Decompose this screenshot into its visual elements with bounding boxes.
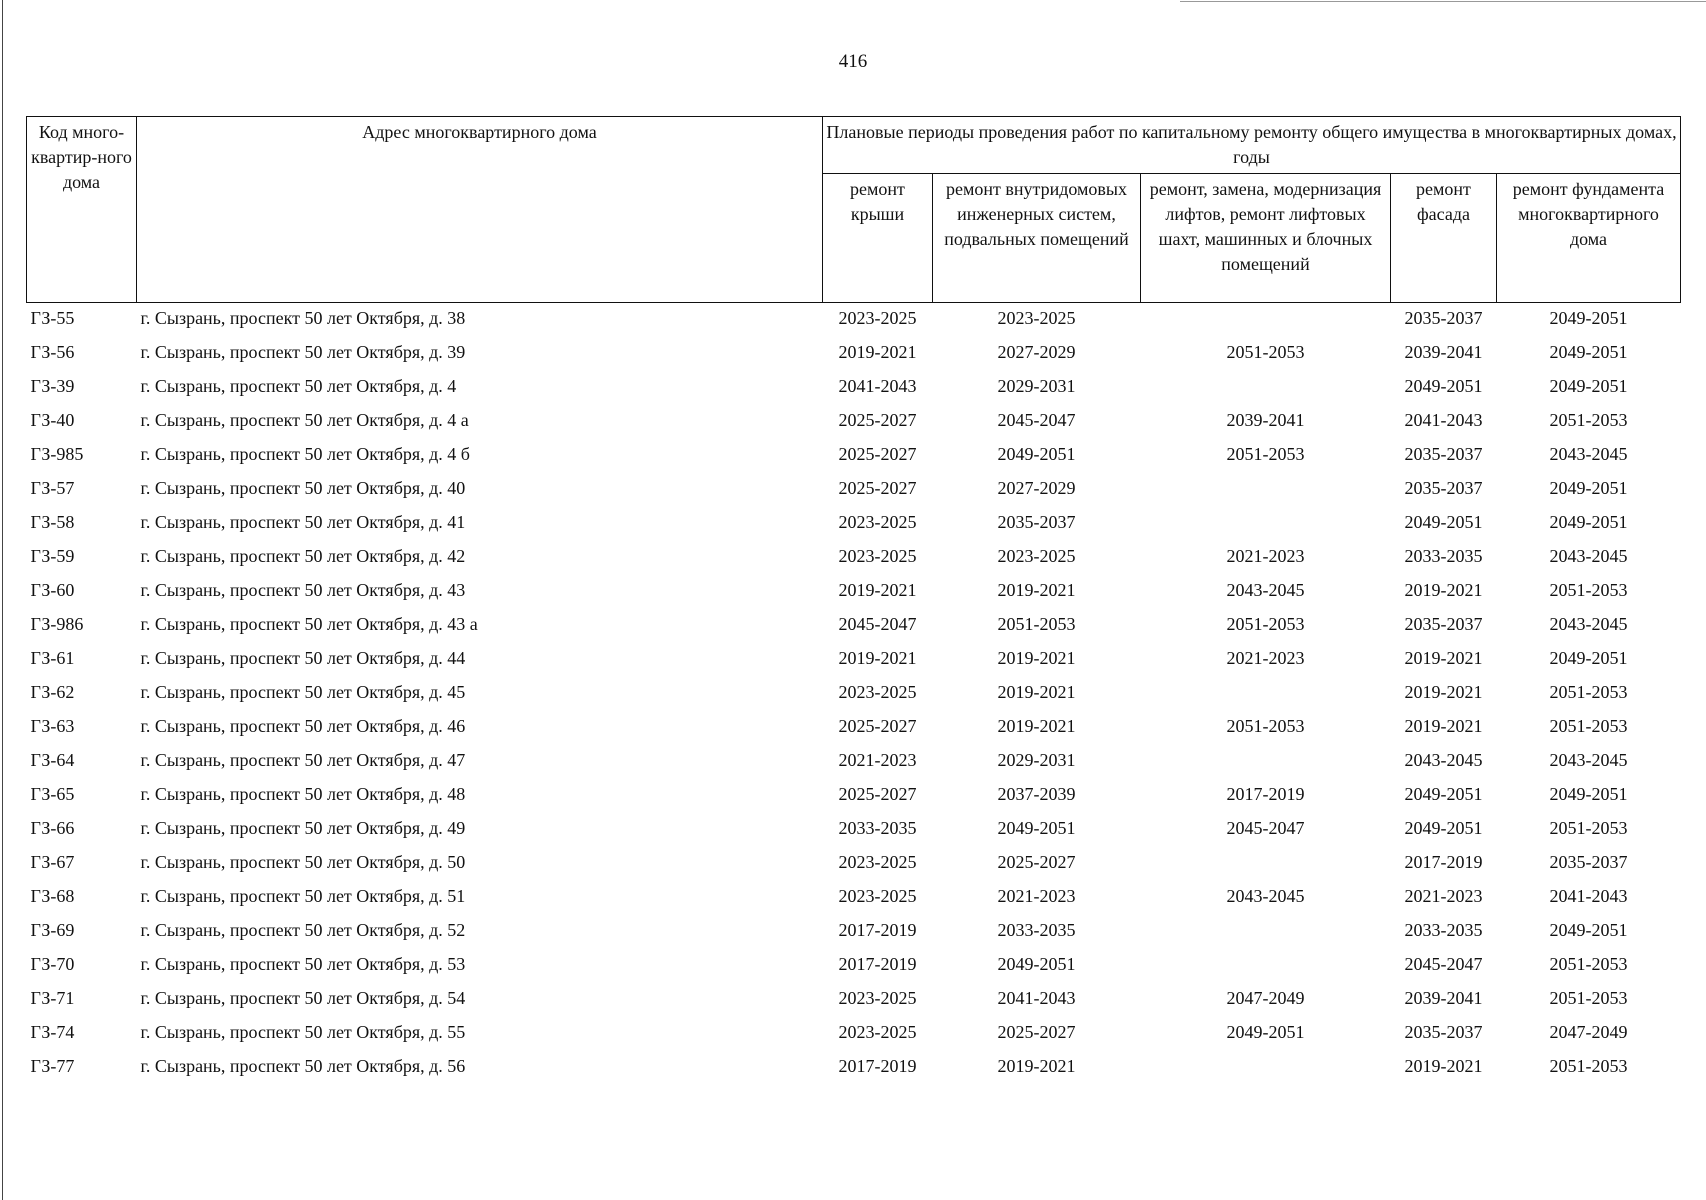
table-row <box>27 1017 1681 1051</box>
systems-cell: 2027-2029 <box>997 478 1076 498</box>
page-number: 416 <box>838 51 868 72</box>
code-cell: ГЗ-66 <box>30 818 75 838</box>
foundation-cell: 2043-2045 <box>1549 444 1628 464</box>
systems-cell: 2049-2051 <box>997 954 1076 974</box>
code-cell: ГЗ-58 <box>30 512 75 532</box>
code-cell: ГЗ-70 <box>30 954 75 974</box>
address-cell: г. Сызрань, проспект 50 лет Октября, д. 45 <box>140 682 466 702</box>
table-row <box>27 303 1681 338</box>
address-cell: г. Сызрань, проспект 50 лет Октября, д. 41 <box>140 512 466 532</box>
roof-cell: 2019-2021 <box>838 580 917 600</box>
systems-cell: 2049-2051 <box>997 444 1076 464</box>
address-cell: г. Сызрань, проспект 50 лет Октября, д. 49 <box>140 818 466 838</box>
code-cell: ГЗ-69 <box>30 920 75 940</box>
facade-cell: 2045-2047 <box>1404 954 1483 974</box>
foundation-cell: 2049-2051 <box>1549 920 1628 940</box>
address-cell: г. Сызрань, проспект 50 лет Октября, д. 44 <box>140 648 466 668</box>
systems-cell: 2023-2025 <box>997 546 1076 566</box>
foundation-cell: 2051-2053 <box>1549 716 1628 736</box>
header-foundation: ремонт фундамента многоквартирного дома <box>1497 174 1681 303</box>
systems-cell: 2029-2031 <box>997 376 1076 396</box>
roof-cell: 2025-2027 <box>838 410 917 430</box>
address-cell: г. Сызрань, проспект 50 лет Октября, д. 42 <box>140 546 466 566</box>
table-row <box>27 643 1681 677</box>
roof-cell: 2023-2025 <box>838 512 917 532</box>
lifts-cell <box>1141 507 1391 541</box>
foundation-cell: 2051-2053 <box>1549 410 1628 430</box>
lifts-cell <box>1141 915 1391 949</box>
foundation-cell: 2049-2051 <box>1549 648 1628 668</box>
lifts-cell: 2021-2023 <box>1226 546 1305 566</box>
foundation-cell: 2051-2053 <box>1549 682 1628 702</box>
systems-cell: 2021-2023 <box>997 886 1076 906</box>
facade-cell: 2035-2037 <box>1404 478 1483 498</box>
roof-cell: 2017-2019 <box>838 920 917 940</box>
lifts-cell: 2047-2049 <box>1226 988 1305 1008</box>
table-row <box>27 609 1681 643</box>
address-cell: г. Сызрань, проспект 50 лет Октября, д. 47 <box>140 750 466 770</box>
code-cell: ГЗ-985 <box>30 444 84 464</box>
roof-cell: 2023-2025 <box>838 682 917 702</box>
lifts-cell: 2051-2053 <box>1226 614 1305 634</box>
lifts-cell: 2043-2045 <box>1226 886 1305 906</box>
code-cell: ГЗ-68 <box>30 886 75 906</box>
table-row <box>27 507 1681 541</box>
foundation-cell: 2051-2053 <box>1549 1056 1628 1076</box>
code-cell: ГЗ-986 <box>30 614 84 634</box>
facade-cell: 2035-2037 <box>1404 444 1483 464</box>
foundation-cell: 2051-2053 <box>1549 818 1628 838</box>
address-cell: г. Сызрань, проспект 50 лет Октября, д. 55 <box>140 1022 466 1042</box>
facade-cell: 2033-2035 <box>1404 920 1483 940</box>
lifts-cell: 2051-2053 <box>1226 342 1305 362</box>
code-cell: ГЗ-59 <box>30 546 75 566</box>
table-row <box>27 915 1681 949</box>
systems-cell: 2025-2027 <box>997 1022 1076 1042</box>
lifts-cell: 2051-2053 <box>1226 716 1305 736</box>
address-cell: г. Сызрань, проспект 50 лет Октября, д. 4 а <box>140 410 469 430</box>
code-cell: ГЗ-65 <box>30 784 75 804</box>
lifts-cell <box>1141 371 1391 405</box>
systems-cell: 2049-2051 <box>997 818 1076 838</box>
lifts-cell: 2043-2045 <box>1226 580 1305 600</box>
table-header <box>27 117 1681 303</box>
address-cell: г. Сызрань, проспект 50 лет Октября, д. 52 <box>140 920 466 940</box>
foundation-cell: 2049-2051 <box>1549 342 1628 362</box>
facade-cell: 2049-2051 <box>1404 376 1483 396</box>
systems-cell: 2035-2037 <box>997 512 1076 532</box>
facade-cell: 2033-2035 <box>1404 546 1483 566</box>
code-cell: ГЗ-62 <box>30 682 75 702</box>
roof-cell: 2023-2025 <box>838 1022 917 1042</box>
foundation-cell: 2043-2045 <box>1549 546 1628 566</box>
facade-cell: 2019-2021 <box>1404 682 1483 702</box>
foundation-cell: 2051-2053 <box>1549 954 1628 974</box>
roof-cell: 2021-2023 <box>838 750 917 770</box>
address-cell: г. Сызрань, проспект 50 лет Октября, д. 38 <box>140 308 466 328</box>
facade-cell: 2039-2041 <box>1404 988 1483 1008</box>
table-row <box>27 473 1681 507</box>
systems-cell: 2019-2021 <box>997 580 1076 600</box>
roof-cell: 2023-2025 <box>838 546 917 566</box>
table-row <box>27 439 1681 473</box>
code-cell: ГЗ-60 <box>30 580 75 600</box>
header-row-1 <box>27 117 1681 174</box>
foundation-cell: 2049-2051 <box>1549 308 1628 328</box>
facade-cell: 2041-2043 <box>1404 410 1483 430</box>
systems-cell: 2045-2047 <box>997 410 1076 430</box>
header-roof: ремонт крыши <box>823 174 933 303</box>
table-row <box>27 745 1681 779</box>
roof-cell: 2017-2019 <box>838 1056 917 1076</box>
foundation-cell: 2041-2043 <box>1549 886 1628 906</box>
systems-cell: 2027-2029 <box>997 342 1076 362</box>
lifts-cell <box>1141 677 1391 711</box>
systems-cell: 2019-2021 <box>997 682 1076 702</box>
header-address: Адрес многоквартирного дома <box>137 117 823 303</box>
foundation-cell: 2049-2051 <box>1549 512 1628 532</box>
facade-cell: 2019-2021 <box>1404 716 1483 736</box>
roof-cell: 2023-2025 <box>838 308 917 328</box>
code-cell: ГЗ-63 <box>30 716 75 736</box>
code-cell: ГЗ-61 <box>30 648 75 668</box>
header-periods: Плановые периоды проведения работ по капитальному ремонту общего имущества в многоквартирных домах, годы <box>823 117 1681 174</box>
code-cell: ГЗ-55 <box>30 308 75 328</box>
table-row <box>27 541 1681 575</box>
systems-cell: 2033-2035 <box>997 920 1076 940</box>
facade-cell: 2019-2021 <box>1404 580 1483 600</box>
systems-cell: 2025-2027 <box>997 852 1076 872</box>
address-cell: г. Сызрань, проспект 50 лет Октября, д. 39 <box>140 342 466 362</box>
facade-cell: 2049-2051 <box>1404 818 1483 838</box>
table-row <box>27 779 1681 813</box>
roof-cell: 2017-2019 <box>838 954 917 974</box>
lifts-cell <box>1141 745 1391 779</box>
lifts-cell: 2039-2041 <box>1226 410 1305 430</box>
foundation-cell: 2047-2049 <box>1549 1022 1628 1042</box>
roof-cell: 2025-2027 <box>838 784 917 804</box>
facade-cell: 2021-2023 <box>1404 886 1483 906</box>
roof-cell: 2023-2025 <box>838 886 917 906</box>
systems-cell: 2019-2021 <box>997 648 1076 668</box>
lifts-cell: 2021-2023 <box>1226 648 1305 668</box>
address-cell: г. Сызрань, проспект 50 лет Октября, д. 50 <box>140 852 466 872</box>
table-row <box>27 575 1681 609</box>
roof-cell: 2041-2043 <box>838 376 917 396</box>
foundation-cell: 2049-2051 <box>1549 784 1628 804</box>
header-facade: ремонт фасада <box>1391 174 1497 303</box>
address-cell: г. Сызрань, проспект 50 лет Октября, д. 4 <box>140 376 457 396</box>
table-row <box>27 405 1681 439</box>
systems-cell: 2019-2021 <box>997 1056 1076 1076</box>
lifts-cell <box>1141 303 1391 338</box>
code-cell: ГЗ-40 <box>30 410 75 430</box>
address-cell: г. Сызрань, проспект 50 лет Октября, д. 40 <box>140 478 466 498</box>
foundation-cell: 2051-2053 <box>1549 988 1628 1008</box>
roof-cell: 2019-2021 <box>838 648 917 668</box>
scan-left-edge <box>2 0 3 1200</box>
facade-cell: 2039-2041 <box>1404 342 1483 362</box>
code-cell: ГЗ-67 <box>30 852 75 872</box>
systems-cell: 2029-2031 <box>997 750 1076 770</box>
facade-cell: 2019-2021 <box>1404 1056 1483 1076</box>
code-cell: ГЗ-71 <box>30 988 75 1008</box>
address-cell: г. Сызрань, проспект 50 лет Октября, д. 54 <box>140 988 466 1008</box>
table-row <box>27 371 1681 405</box>
lifts-cell <box>1141 847 1391 881</box>
lifts-cell: 2017-2019 <box>1226 784 1305 804</box>
lifts-cell: 2049-2051 <box>1226 1022 1305 1042</box>
address-cell: г. Сызрань, проспект 50 лет Октября, д. 51 <box>140 886 466 906</box>
lifts-cell <box>1141 473 1391 507</box>
table-row <box>27 813 1681 847</box>
header-lifts: ремонт, замена, модернизация лифтов, ремонт лифтовых шахт, машинных и блочных помещений <box>1141 174 1391 303</box>
systems-cell: 2051-2053 <box>997 614 1076 634</box>
roof-cell: 2023-2025 <box>838 988 917 1008</box>
table-row <box>27 711 1681 745</box>
roof-cell: 2019-2021 <box>838 342 917 362</box>
header-code: Код много-квартир-ного дома <box>27 117 137 303</box>
address-cell: г. Сызрань, проспект 50 лет Октября, д. 56 <box>140 1056 466 1076</box>
facade-cell: 2043-2045 <box>1404 750 1483 770</box>
table-row <box>27 983 1681 1017</box>
address-cell: г. Сызрань, проспект 50 лет Октября, д. 43 <box>140 580 466 600</box>
code-cell: ГЗ-57 <box>30 478 75 498</box>
foundation-cell: 2043-2045 <box>1549 750 1628 770</box>
roof-cell: 2045-2047 <box>838 614 917 634</box>
lifts-cell <box>1141 1051 1391 1085</box>
code-cell: ГЗ-39 <box>30 376 75 396</box>
table-row <box>27 881 1681 915</box>
facade-cell: 2035-2037 <box>1404 1022 1483 1042</box>
address-cell: г. Сызрань, проспект 50 лет Октября, д. 4 б <box>140 444 470 464</box>
systems-cell: 2041-2043 <box>997 988 1076 1008</box>
facade-cell: 2049-2051 <box>1404 512 1483 532</box>
roof-cell: 2025-2027 <box>838 716 917 736</box>
table-row <box>27 949 1681 983</box>
systems-cell: 2019-2021 <box>997 716 1076 736</box>
facade-cell: 2035-2037 <box>1404 614 1483 634</box>
table-row <box>27 1051 1681 1085</box>
lifts-cell: 2045-2047 <box>1226 818 1305 838</box>
table-row <box>27 847 1681 881</box>
foundation-cell: 2043-2045 <box>1549 614 1628 634</box>
facade-cell: 2035-2037 <box>1404 308 1483 328</box>
facade-cell: 2017-2019 <box>1404 852 1483 872</box>
foundation-cell: 2035-2037 <box>1549 852 1628 872</box>
code-cell: ГЗ-64 <box>30 750 75 770</box>
address-cell: г. Сызрань, проспект 50 лет Октября, д. 46 <box>140 716 466 736</box>
code-cell: ГЗ-77 <box>30 1056 75 1076</box>
table-body <box>27 303 1681 1086</box>
header-systems: ремонт внутридомовых инженерных систем, подвальных помещений <box>933 174 1141 303</box>
scan-top-edge <box>1180 1 1706 2</box>
lifts-cell <box>1141 949 1391 983</box>
foundation-cell: 2051-2053 <box>1549 580 1628 600</box>
facade-cell: 2049-2051 <box>1404 784 1483 804</box>
address-cell: г. Сызрань, проспект 50 лет Октября, д. 53 <box>140 954 466 974</box>
table-row <box>27 677 1681 711</box>
foundation-cell: 2049-2051 <box>1549 478 1628 498</box>
address-cell: г. Сызрань, проспект 50 лет Октября, д. 48 <box>140 784 466 804</box>
systems-cell: 2023-2025 <box>997 308 1076 328</box>
roof-cell: 2033-2035 <box>838 818 917 838</box>
roof-cell: 2025-2027 <box>838 478 917 498</box>
facade-cell: 2019-2021 <box>1404 648 1483 668</box>
roof-cell: 2023-2025 <box>838 852 917 872</box>
foundation-cell: 2049-2051 <box>1549 376 1628 396</box>
code-cell: ГЗ-74 <box>30 1022 75 1042</box>
address-cell: г. Сызрань, проспект 50 лет Октября, д. 43 а <box>140 614 478 634</box>
table-row <box>27 337 1681 371</box>
code-cell: ГЗ-56 <box>30 342 75 362</box>
lifts-cell: 2051-2053 <box>1226 444 1305 464</box>
roof-cell: 2025-2027 <box>838 444 917 464</box>
repair-schedule-table <box>26 116 1681 1085</box>
systems-cell: 2037-2039 <box>997 784 1076 804</box>
